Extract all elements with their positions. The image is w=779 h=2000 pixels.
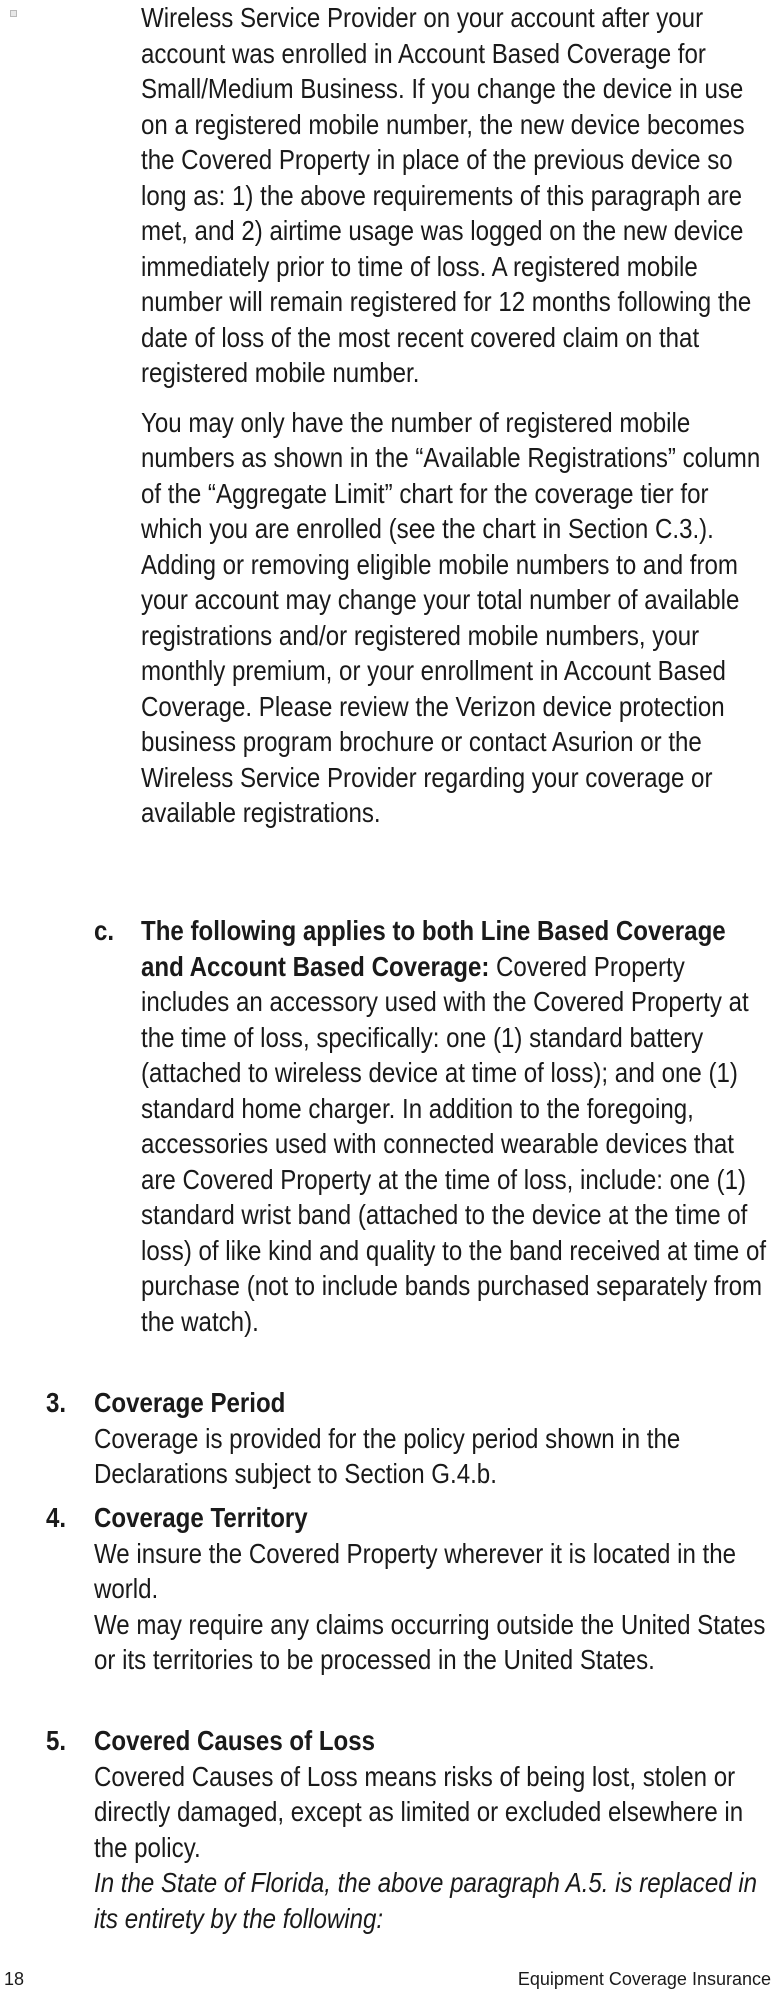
item-c-heading: The following applies to both Line Based Coverage and Account Based Coverage: [141, 915, 726, 982]
page-number: 18 [4, 1969, 25, 1989]
section-5-florida-note: In the State of Florida, the above paragraph A.5. is replaced in its entirety by the following: [94, 1867, 758, 1934]
section-3-title: Coverage Period [94, 1387, 286, 1418]
section-4-number: 4. [46, 1502, 67, 1533]
item-c-label: c. [94, 915, 115, 946]
section-5-line-1: Covered Causes of Loss means risks of being lost, stolen or directly damaged, except as limited or excluded elsewhere in the policy. [94, 1760, 744, 1863]
section-4-title: Coverage Territory [94, 1502, 308, 1533]
section-3-number: 3. [46, 1387, 67, 1418]
page-corner-marker [10, 10, 17, 17]
section-4-line-2: We may require any claims occurring outside the United States or its territories to be processed in the United States. [94, 1608, 766, 1675]
section-5-number: 5. [46, 1725, 67, 1756]
section-4 [94, 1500, 773, 1678]
section-4-line-1: We insure the Covered Property wherever it is located in the world. [94, 1537, 737, 1604]
item-c-body: Covered Property includes an accessory used with the Covered Property at the time of loss, specifically: one (1) standard battery (attached to wireless device at time of loss); and one (1) standard home charger. In addition to the foregoing, accessories used with connected wearable devices that are Covered Property at the time of loss, include: one (1) standard wrist band (attached to the device at the time of loss) of like kind and quality to the band received at time of purchase (not to include bands purchased separately from the watch). [141, 950, 767, 1337]
continuation-paragraph-2: You may only have the number of registered mobile numbers as shown in the “Available Registrations” column of the “Aggregate Limit” chart for the coverage tier for which you are enrolled (see the chart in Section C.3.). Adding or removing eligible mobile numbers to and from your account may change your total number of available registrations and/or registered mobile numbers, your monthly premium, or your enrollment in Account Based Coverage. Please review the Verizon device protection business program brochure or contact Asurion or the Wireless Service Provider regarding your coverage or available registrations. [141, 406, 761, 828]
section-3-line-1: Coverage is provided for the policy period shown in the Declarations subject to Section G.4.b. [94, 1422, 681, 1489]
continuation-paragraph-1: Wireless Service Provider on your account after your account was enrolled in Account Based Coverage for Small/Medium Business. If you change the device in use on a registered mobile number, the new device becomes the Covered Property in place of the previous device so long as: 1) the above requirements of this paragraph are met, and 2) airtime usage was logged on the new device immediately prior to time of loss. A registered mobile number will remain registered for 12 months following the date of loss of the most recent covered claim on that registered mobile number. [141, 2, 752, 388]
continuation-block [141, 0, 771, 831]
item-c-block [141, 913, 771, 1339]
section-5 [94, 1723, 773, 1936]
section-3 [94, 1385, 773, 1492]
footer-document-title: Equipment Coverage Insurance [517, 1969, 771, 1989]
section-5-title: Covered Causes of Loss [94, 1725, 376, 1756]
